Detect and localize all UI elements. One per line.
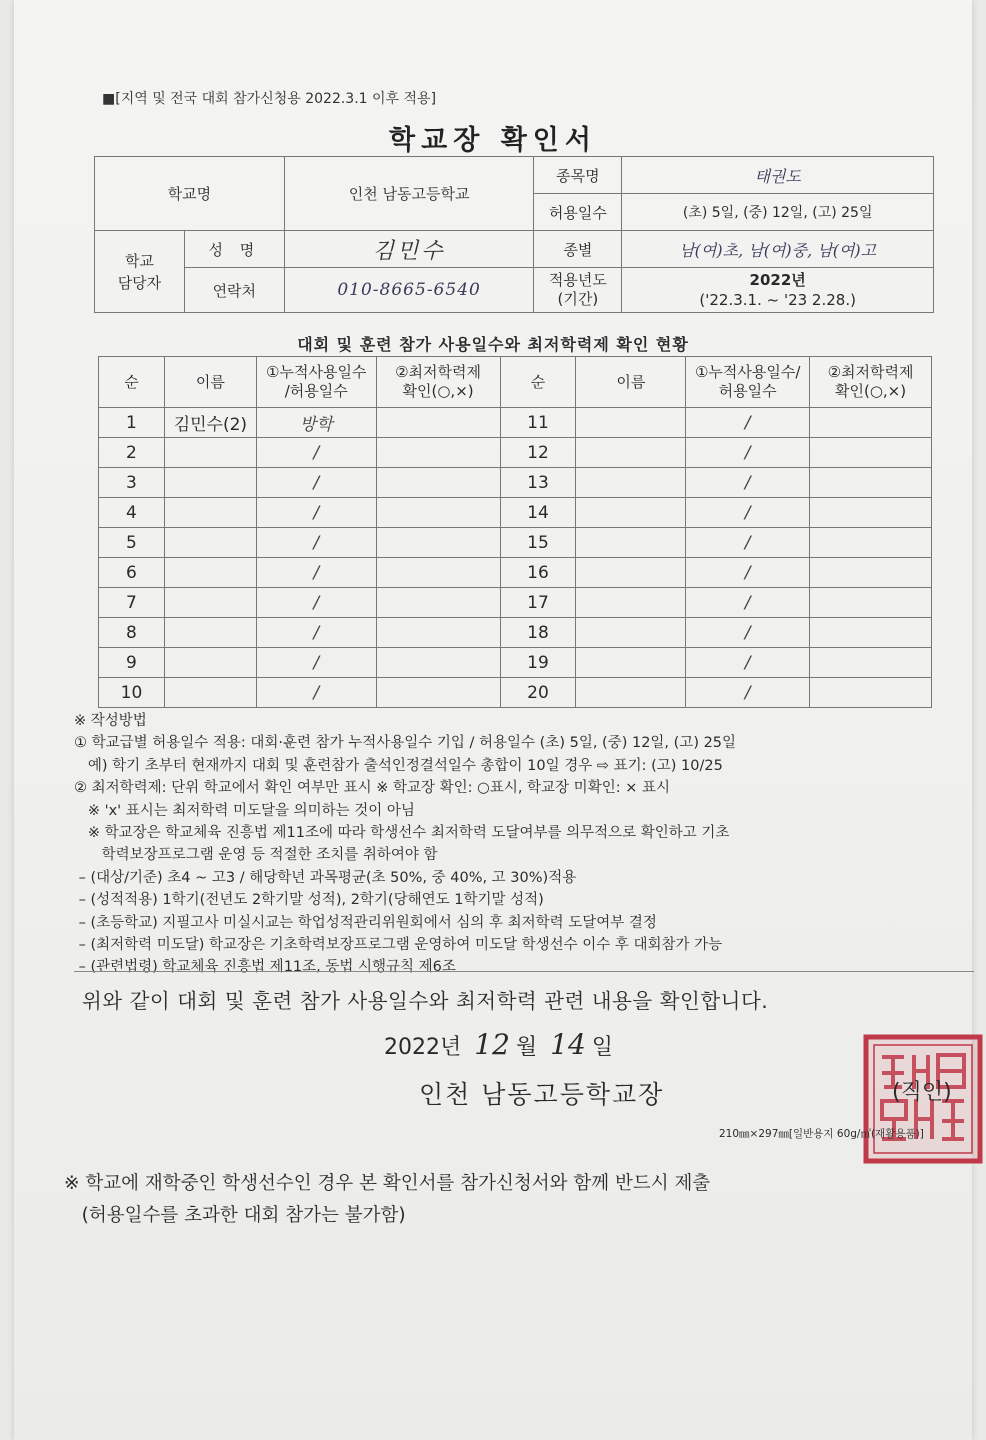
cell-name [164, 468, 256, 498]
cell-no: 9 [99, 648, 165, 678]
divider [74, 971, 974, 972]
table-header-row [99, 357, 932, 408]
year-label: 적용년도 (기간) [534, 268, 622, 313]
school-value: 인천 남동고등학교 [284, 157, 534, 231]
cell-name-right [576, 678, 686, 708]
cell-name-right [576, 558, 686, 588]
instructions [74, 710, 954, 979]
cell-no-right: 15 [500, 528, 576, 558]
contact-label: 연락처 [184, 268, 284, 313]
cell-confirm-right [810, 438, 932, 468]
cell-days: / [256, 558, 376, 588]
instruction-line: – (최저학력 미도달) 학교장은 기초학력보장프로그램 운영하여 미도달 학생선수 이수 후 대회참가 가능 [74, 937, 723, 954]
cell-confirm-right [810, 648, 932, 678]
cell-name-right [576, 468, 686, 498]
document-page [14, 0, 972, 1440]
name-label: 성 명 [184, 231, 284, 268]
cell-days: 방학 [256, 408, 376, 438]
cell-confirm [376, 588, 500, 618]
allowed-value: (초) 5일, (중) 12일, (고) 25일 [622, 194, 934, 231]
cell-days-right: / [686, 558, 810, 588]
instruction-line: 학력보장프로그램 운영 등 적절한 조치를 취하여야 함 [74, 847, 438, 864]
instruction-line: – (성적적용) 1학기(전년도 2학기말 성적), 2학기(당해연도 1학기말 성적) [74, 892, 544, 909]
seal-label: (직인) [892, 1080, 952, 1105]
allowed-label: 허용일수 [534, 194, 622, 231]
instruction-line: ※ 학교장은 학교체육 진흥법 제11조에 따라 학생선수 최저학력 도달여부를 의무적으로 확인하고 기초 [74, 825, 730, 842]
cell-no-right: 14 [500, 498, 576, 528]
cell-name [164, 648, 256, 678]
cell-no-right: 13 [500, 468, 576, 498]
col-name: 이름 [164, 357, 256, 408]
period-value: ('22.3.1. ~ '23 2.28.) [699, 291, 856, 309]
top-note: ■[지역 및 전국 대회 참가신청용 2022.3.1 이후 적용] [102, 91, 437, 107]
cell-name-right [576, 408, 686, 438]
table-row [99, 588, 932, 618]
cell-days-right: / [686, 408, 810, 438]
cell-no: 2 [99, 438, 165, 468]
event-label: 종목명 [534, 157, 622, 194]
cell-name [164, 678, 256, 708]
cell-days-right: / [686, 648, 810, 678]
table-row [99, 408, 932, 438]
table-row [99, 528, 932, 558]
confirm-statement: 위와 같이 대회 및 훈련 참가 사용일수와 최저학력 관련 내용을 확인합니다. [82, 989, 769, 1013]
cell-days-right: / [686, 468, 810, 498]
col-days-right: ①누적사용일수/ 허용일수 [686, 357, 810, 408]
contact-value: 010-8665-6540 [284, 268, 534, 313]
cell-no-right: 16 [500, 558, 576, 588]
cell-confirm [376, 558, 500, 588]
col-confirm: ②최저학력제 확인(○,×) [376, 357, 500, 408]
table-row [99, 498, 932, 528]
cell-days-right: / [686, 498, 810, 528]
table-row [99, 678, 932, 708]
instruction-line: ② 최저학력제: 단위 학교에서 확인 여부만 표시 ※ 학교장 확인: ○표시, 학교장 미확인: × 표시 [74, 780, 670, 797]
date-day-label: 일 [591, 1035, 614, 1060]
cell-days: / [256, 498, 376, 528]
cell-no: 3 [99, 468, 165, 498]
info-table [94, 156, 934, 313]
cell-no-right: 17 [500, 588, 576, 618]
cell-confirm-right [810, 558, 932, 588]
submission-note-line-1: ※ 학교에 재학중인 학생선수인 경우 본 확인서를 참가신청서와 함께 반드시 제출 [64, 1173, 711, 1194]
cell-name-right [576, 528, 686, 558]
table-row [99, 438, 932, 468]
cell-days-right: / [686, 528, 810, 558]
date-month: 12 [474, 1028, 510, 1061]
cell-name [164, 498, 256, 528]
cell-no-right: 12 [500, 438, 576, 468]
event-value: 태권도 [622, 157, 934, 194]
cell-confirm [376, 408, 500, 438]
cell-days: / [256, 438, 376, 468]
submission-note [64, 1168, 710, 1232]
cell-name-right [576, 498, 686, 528]
instruction-line: – (대상/기준) 초4 ~ 고3 / 해당학년 과목평균(초 50%, 중 40%, 고 30%)적용 [74, 869, 577, 886]
cell-days: / [256, 618, 376, 648]
cell-confirm-right [810, 528, 932, 558]
cell-no-right: 19 [500, 648, 576, 678]
gender-value: 남(여)초, 남(여)중, 남(여)고 [622, 231, 934, 268]
cell-name [164, 588, 256, 618]
cell-name-right [576, 588, 686, 618]
cell-days-right: / [686, 618, 810, 648]
year-value: 2022년 [749, 271, 806, 289]
cell-confirm-right [810, 618, 932, 648]
col-no: 순 [99, 357, 165, 408]
cell-confirm-right [810, 678, 932, 708]
date-day: 14 [550, 1028, 586, 1061]
cell-confirm-right [810, 468, 932, 498]
cell-no: 1 [99, 408, 165, 438]
cell-confirm [376, 528, 500, 558]
cell-confirm-right [810, 588, 932, 618]
cell-no-right: 11 [500, 408, 576, 438]
col-no-right: 순 [500, 357, 576, 408]
cell-name [164, 528, 256, 558]
school-label: 학교명 [95, 157, 285, 231]
cell-name [164, 558, 256, 588]
table-row [99, 468, 932, 498]
col-name-right: 이름 [576, 357, 686, 408]
instruction-line: ① 학교급별 허용일수 적용: 대회·훈련 참가 누적사용일수 기입 / 허용일수 (초) 5일, (중) 12일, (고) 25일 [74, 735, 737, 752]
cell-name [164, 618, 256, 648]
cell-confirm [376, 498, 500, 528]
cell-days: / [256, 468, 376, 498]
cell-no: 6 [99, 558, 165, 588]
cell-confirm [376, 618, 500, 648]
submission-note-line-2: (허용일수를 초과한 대회 참가는 불가함) [64, 1205, 406, 1226]
col-days: ①누적사용일수 /허용일수 [256, 357, 376, 408]
cell-confirm-right [810, 498, 932, 528]
table-title: 대회 및 훈련 참가 사용일수와 최저학력제 확인 현황 [297, 335, 689, 354]
cell-confirm [376, 438, 500, 468]
cell-no-right: 20 [500, 678, 576, 708]
paper-spec: 210㎜×297㎜[일반용지 60g/㎡(재활용품)] [719, 1128, 924, 1140]
cell-confirm-right [810, 408, 932, 438]
instruction-line: ※ 'x' 표시는 최저학력 미도달을 의미하는 것이 아님 [74, 802, 415, 819]
cell-days-right: / [686, 438, 810, 468]
principal-name: 인천 남동고등학교장 [419, 1080, 665, 1109]
name-value: 김민수 [284, 231, 534, 268]
cell-days: / [256, 588, 376, 618]
cell-name-right [576, 618, 686, 648]
cell-no: 5 [99, 528, 165, 558]
cell-name-right [576, 648, 686, 678]
cell-confirm [376, 648, 500, 678]
cell-no: 8 [99, 618, 165, 648]
page-title: 학교장 확인서 [389, 125, 597, 156]
table-row [99, 648, 932, 678]
cell-days-right: / [686, 588, 810, 618]
table-row [99, 558, 932, 588]
usage-table [98, 356, 932, 708]
cell-days: / [256, 528, 376, 558]
cell-days: / [256, 678, 376, 708]
instruction-line: ※ 작성방법 [74, 713, 147, 729]
col-confirm-right: ②최저학력제 확인(○,×) [810, 357, 932, 408]
cell-name: 김민수(2) [164, 408, 256, 438]
manager-label: 학교 담당자 [95, 231, 185, 313]
cell-no: 7 [99, 588, 165, 618]
cell-no-right: 18 [500, 618, 576, 648]
instruction-line: – (초등학교) 지필고사 미실시교는 학업성적관리위원회에서 심의 후 최저학력 도달여부 결정 [74, 914, 657, 931]
instruction-line: – (관련법령) 학교체육 진흥법 제11조, 동법 시행규칙 제6조 [74, 959, 456, 976]
cell-days: / [256, 648, 376, 678]
gender-label: 종별 [534, 231, 622, 268]
date-month-label: 월 [515, 1035, 538, 1060]
cell-days-right: / [686, 678, 810, 708]
table-row [99, 618, 932, 648]
year-cell [622, 268, 934, 313]
cell-name-right [576, 438, 686, 468]
date-year: 2022년 [384, 1035, 462, 1060]
cell-confirm [376, 468, 500, 498]
cell-confirm [376, 678, 500, 708]
cell-name [164, 438, 256, 468]
cell-no: 4 [99, 498, 165, 528]
instruction-line: 예) 학기 초부터 현재까지 대회 및 훈련참가 출석인정결석일수 총합이 10일 경우 ⇨ 표기: (고) 10/25 [74, 757, 723, 774]
cell-no: 10 [99, 678, 165, 708]
issue-date [384, 1028, 613, 1061]
